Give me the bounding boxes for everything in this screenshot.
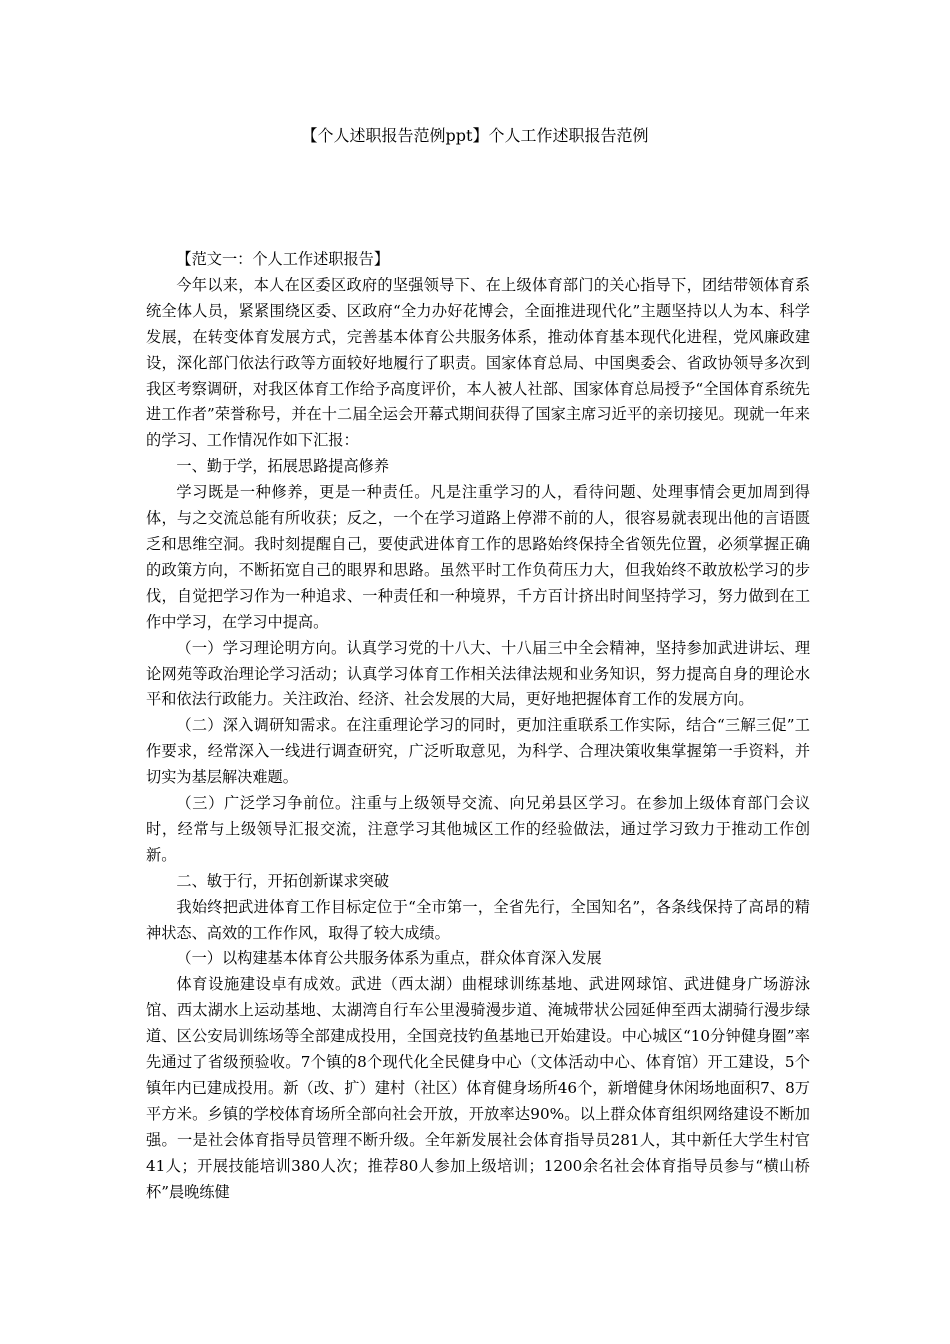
document-title: 【个人述职报告范例ppt】个人工作述职报告范例	[301, 126, 649, 145]
section-heading-1: 一、勤于学，拓展思路提高修养	[176, 457, 390, 476]
paragraph-research: （二）深入调研知需求。在注重理论学习的同时，更加注重联系工作实际，结合“三解三促”工作要求，经常深入一线进行调查研究，广泛听取意见，为科学、合理决策收集掌握第一手资料，并切实为基层解决难题。	[146, 716, 810, 787]
paragraph-intro: 今年以来，本人在区委区政府的坚强领导下、在上级体育部门的关心指导下，团结带领体育系统全体人员，紧紧围绕区委、区政府“全力办好花博会，全面推进现代化”主题坚持以人为本、科学发展，在转变体育发展方式，完善基本体育公共服务体系，推动体育基本现代化进程，党风廉政建设，深化部门依法行政等方面较好地履行了职责。国家体育总局、中国奥委会、省政协领导多次到我区考察调研，对我区体育工作给予高度评价，本人被人社部、国家体育总局授予“全国体育系统先进工作者”荣誉称号，并在十二届全运会开幕式期间获得了国家主席习近平的亲切接见。现就一年来的学习、工作情况作如下汇报：	[146, 275, 810, 450]
paragraph-facilities: 体育设施建设卓有成效。武进（西太湖）曲棍球训练基地、武进网球馆、武进健身广场游泳馆、西太湖水上运动基地、太湖湾自行车公里漫骑漫步道、淹城带状公园延伸至西太湖骑行漫步绿道、区公安局训练场等全部建成投用，全国竞技钓鱼基地已开始建设。中心城区“10分钟健身圈”率先通过了省级预验收。7个镇的8个现代化全民健身中心（文体活动中心、体育馆）开工建设，5个镇年内已建成投用。新（改、扩）建村（社区）体育健身场所46个，新增健身休闲场地面积7、8万平方米。乡镇的学校体育场所全部向社会开放，开放率达90%。以上群众体育组织网络建设不断加强。一是社会体育指导员管理不断升级。全年新发展社会体育指导员281人，其中新任大学生村官41人；开展技能培训380人次；推荐80人参加上级培训；1200余名社会体育指导员参与“横山桥杯”晨晚练健	[146, 975, 810, 1201]
document-body	[146, 247, 810, 1206]
section-heading-fanwen-1: 【范文一：个人工作述职报告】	[176, 250, 390, 268]
paragraph-theory: （一）学习理论明方向。认真学习党的十八大、十八届三中全会精神，坚持参加武进讲坛、理论网苑等政治理论学习活动；认真学习体育工作相关法律法规和业务知识，努力提高自身的理论水平和依法行政能力。关注政治、经济、社会发展的大局，更好地把握体育工作的发展方向。	[146, 638, 810, 709]
paragraph-study: 学习既是一种修养，更是一种责任。凡是注重学习的人，看待问题、处理事情会更加周到得体，与之交流总能有所收获；反之，一个在学习道路上停滞不前的人，很容易就表现出他的言语匮乏和思维空洞。我时刻提醒自己，要使武进体育工作的思路始终保持全省领先位置，必须掌握正确的政策方向，不断拓宽自己的眼界和思路。虽然平时工作负荷压力大，但我始终不敢放松学习的步伐，自觉把学习作为一种追求、一种责任和一种境界，千方百计挤出时间坚持学习，努力做到在工作中学习，在学习中提高。	[146, 483, 810, 631]
paragraph-goal: 我始终把武进体育工作目标定位于“全市第一，全省先行，全国知名”，各条线保持了高昂的精神状态、高效的工作作风，取得了较大成绩。	[146, 897, 810, 942]
section-heading-2: 二、敏于行，开拓创新谋求突破	[176, 871, 390, 890]
subsection-heading-1: （一）以构建基本体育公共服务体系为重点，群众体育深入发展	[176, 949, 602, 968]
paragraph-learning: （三）广泛学习争前位。注重与上级领导交流、向兄弟县区学习。在参加上级体育部门会议时，经常与上级领导汇报交流，注意学习其他城区工作的经验做法，通过学习致力于推动工作创新。	[146, 794, 810, 864]
